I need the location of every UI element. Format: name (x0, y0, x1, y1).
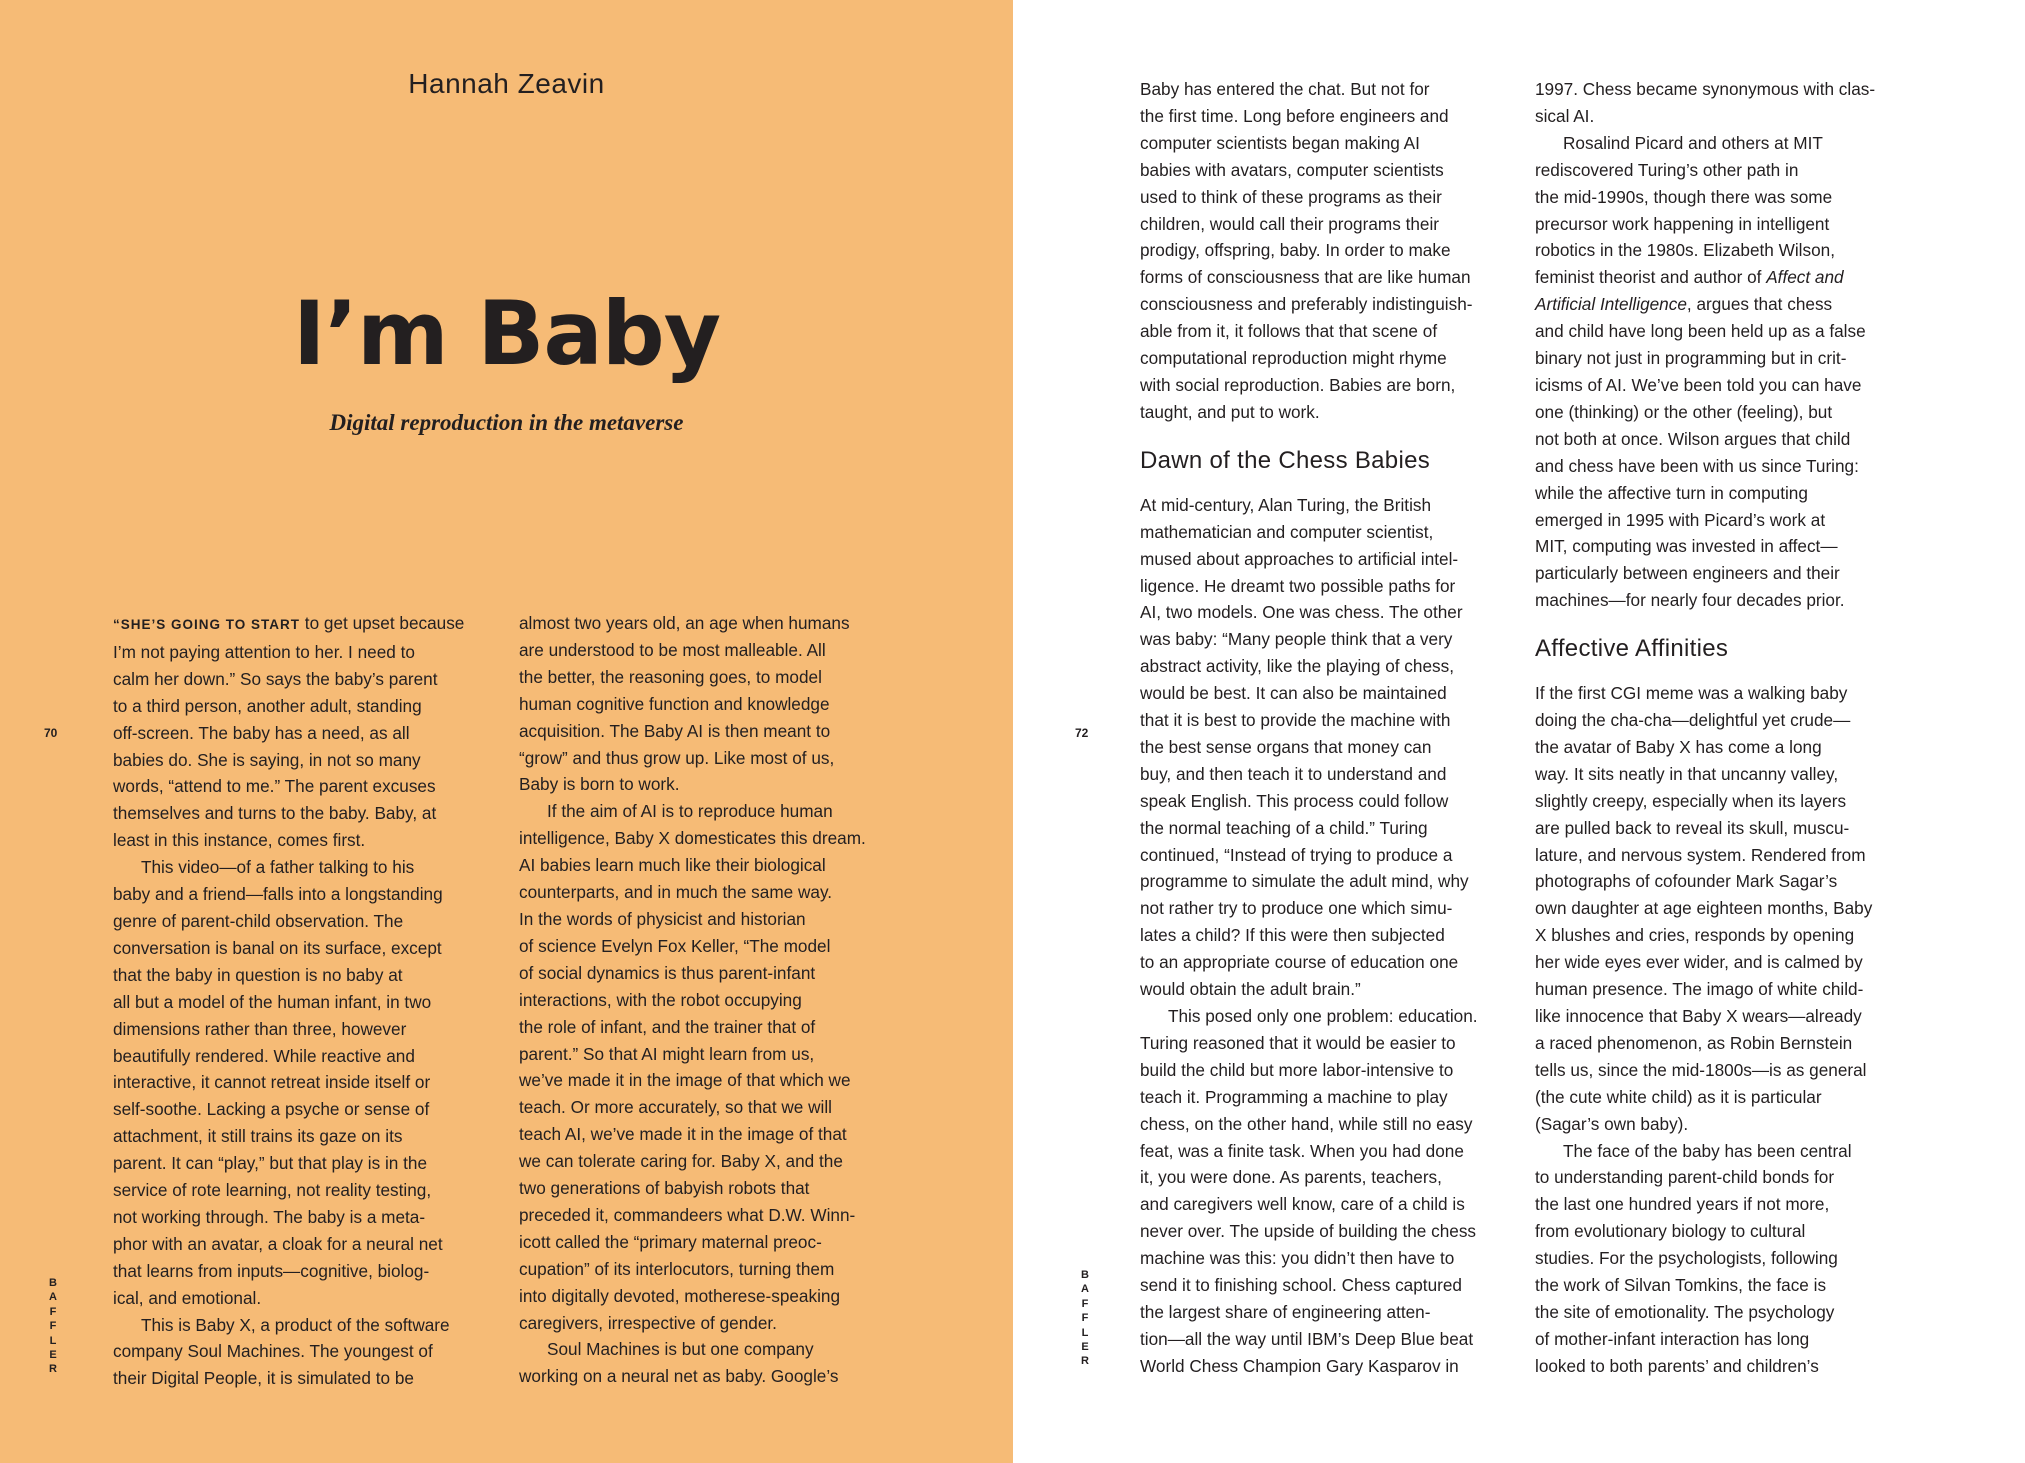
body-line: and caregivers well know, care of a child is (1140, 1194, 1465, 1215)
baffler-letter: F (49, 1320, 57, 1333)
baffler-letter: A (1081, 1283, 1089, 1296)
body-line: This posed only one problem: education. (1168, 1006, 1478, 1026)
body-line: (Sagar’s own baby). (1535, 1113, 1689, 1134)
body-line: precursor work happening in intelligent (1535, 213, 1830, 234)
body-line: interactions, with the robot occupying (519, 989, 802, 1010)
baffler-letter: F (1081, 1312, 1089, 1325)
body-line: I’m not paying attention to her. I need to (113, 641, 415, 662)
page-number-right: 72 (1075, 726, 1089, 740)
body-line: able from it, it follows that that scene of (1140, 321, 1438, 342)
body-line: self-soothe. Lacking a psyche or sense of (113, 1099, 430, 1120)
body-line: At mid-century, Alan Turing, the British (1140, 494, 1432, 515)
body-line: two generations of babyish robots that (519, 1178, 810, 1199)
body-line: way. It sits neatly in that uncanny valley, (1535, 763, 1839, 784)
body-line: not rather try to produce one which simu- (1140, 898, 1453, 919)
body-line: continued, “Instead of trying to produce a (1140, 844, 1453, 865)
body-line: X blushes and cries, responds by opening (1535, 925, 1855, 946)
body-line: slightly creepy, especially when its layers (1535, 790, 1847, 811)
body-line: that learns from inputs—cognitive, biolog- (113, 1260, 430, 1281)
body-line: This video—of a father talking to his (141, 857, 415, 878)
body-line: the role of infant, and the trainer that of (519, 1016, 816, 1037)
body-line: babies with avatars, computer scientists (1140, 159, 1444, 180)
body-line: own daughter at age eighteen months, Baby (1535, 898, 1873, 919)
body-line: If the aim of AI is to reproduce human (547, 801, 833, 822)
body-line: tion—all the way until IBM’s Deep Blue beat (1140, 1328, 1474, 1349)
body-line: parent.” So that AI might learn from us, (519, 1043, 815, 1064)
body-text: feminist theorist and author of (1535, 267, 1767, 288)
body-line: photographs of cofounder Mark Sagar’s (1535, 871, 1838, 892)
body-line: the mid-1990s, though there was some (1535, 186, 1833, 207)
body-line: Baby is born to work. (519, 774, 680, 795)
body-line: human cognitive function and knowledge (519, 693, 830, 714)
body-line: consciousness and preferably indistinguish- (1140, 294, 1473, 315)
body-line: build the child but more labor-intensive to (1140, 1059, 1454, 1080)
body-line: genre of parent-child observation. The (113, 910, 404, 931)
body-line: computational reproduction might rhyme (1140, 348, 1447, 369)
body-line: of science Evelyn Fox Keller, “The model (519, 935, 831, 956)
article-title: I’m Baby (292, 282, 721, 385)
body-line: mused about approaches to artificial intel- (1140, 548, 1459, 569)
body-line (113, 610, 464, 639)
body-line: “grow” and thus grow up. Like most of us, (519, 747, 835, 768)
body-line: This is Baby X, a product of the software (141, 1314, 450, 1335)
body-line: the normal teaching of a child.” Turing (1140, 817, 1428, 838)
body-line: parent. It can “play,” but that play is in the (113, 1153, 427, 1174)
body-line: we can tolerate caring for. Baby X, and the (519, 1151, 843, 1172)
body-line: lates a child? If this were then subjected (1140, 925, 1445, 946)
body-line: working on a neural net as baby. Google’s (519, 1366, 839, 1387)
body-line: baby and a friend—falls into a longstanding (113, 884, 443, 905)
body-line: that it is best to provide the machine with (1140, 710, 1451, 731)
body-line: conversation is banal on its surface, except (113, 937, 442, 958)
body-line: (the cute white child) as it is particular (1535, 1086, 1822, 1107)
baffler-letter: F (1081, 1297, 1089, 1310)
body-line: robotics in the 1980s. Elizabeth Wilson, (1535, 240, 1835, 261)
body-line: that the baby in question is no baby at (113, 964, 403, 985)
body-line: Turing reasoned that it would be easier to (1140, 1032, 1456, 1053)
body-line: looked to both parents’ and children’s (1535, 1355, 1819, 1376)
body-line: forms of consciousness that are like human (1140, 267, 1471, 288)
baffler-letter: B (49, 1277, 57, 1289)
body-line: attachment, it still trains its gaze on its (113, 1126, 403, 1147)
body-line: beautifully rendered. While reactive and (113, 1045, 415, 1066)
body-line (1535, 291, 1875, 318)
baffler-mark-left (46, 1276, 60, 1377)
body-line: with social reproduction. Babies are born, (1140, 374, 1456, 395)
body-line: emerged in 1995 with Picard’s work at (1535, 509, 1826, 530)
body-line: and chess have been with us since Turing: (1535, 455, 1859, 476)
body-line: children, would call their programs their (1140, 213, 1440, 234)
baffler-letter: E (1081, 1341, 1089, 1354)
body-line: are pulled back to reveal its skull, muscu- (1535, 817, 1850, 838)
body-line: preceded it, commandeers what D.W. Winn- (519, 1204, 856, 1225)
body-line: The face of the baby has been central (1563, 1140, 1852, 1161)
body-line: speak English. This process could follow (1140, 790, 1449, 811)
body-line: teach it. Programming a machine to play (1140, 1086, 1448, 1107)
body-line: to a third person, another adult, standing (113, 695, 422, 716)
body-line: intelligence, Baby X domesticates this dream. (519, 828, 866, 849)
baffler-letter: A (49, 1291, 57, 1304)
body-line: binary not just in programming but in crit- (1535, 348, 1847, 369)
body-line: company Soul Machines. The youngest of (113, 1341, 433, 1362)
body-line: was baby: “Many people think that a very (1140, 629, 1453, 650)
body-line: all but a model of the human infant, in two (113, 991, 432, 1012)
body-line: words, “attend to me.” The parent excuses (113, 776, 436, 797)
section-heading-affective: Affective Affinities (1535, 635, 1729, 663)
body-line: used to think of these programs as their (1140, 186, 1442, 207)
body-line: like innocence that Baby X wears—already (1535, 1006, 1862, 1026)
body-line (1535, 264, 1875, 291)
body-line: interactive, it cannot retreat inside itself or (113, 1072, 431, 1093)
body-line: service of rote learning, not reality testing, (113, 1180, 432, 1201)
body-line: and child have long been held up as a false (1535, 321, 1866, 342)
body-line: the avatar of Baby X has come a long (1535, 736, 1822, 757)
book-title-italic: Artificial Intelligence (1535, 294, 1687, 315)
body-line: dimensions rather than three, however (113, 1018, 407, 1039)
body-line: the better, the reasoning goes, to model (519, 666, 822, 687)
body-line: Baby has entered the chat. But not for (1140, 79, 1430, 99)
body-line: chess, on the other hand, while still no easy (1140, 1113, 1473, 1134)
right-column-2 (1535, 76, 1875, 1380)
body-line: machine was this: you didn’t then have to (1140, 1248, 1455, 1269)
body-line: of mother-infant interaction has long (1535, 1328, 1810, 1349)
body-line: into digitally devoted, motherese-speaking (519, 1285, 841, 1306)
baffler-mark-right (1078, 1268, 1092, 1369)
body-line: machines—for nearly four decades prior. (1535, 590, 1845, 611)
right-column-1 (1140, 76, 1478, 1380)
body-line: programme to simulate the adult mind, why (1140, 871, 1469, 892)
body-line: teach AI, we’ve made it in the image of that (519, 1124, 847, 1145)
body-line: the largest share of engineering atten- (1140, 1301, 1431, 1322)
body-line: ical, and emotional. (113, 1287, 262, 1308)
body-line: studies. For the psychologists, following (1535, 1248, 1838, 1269)
body-line: the work of Silvan Tomkins, the face is (1535, 1275, 1827, 1296)
body-line: not working through. The baby is a meta- (113, 1206, 426, 1227)
body-line: are understood to be most malleable. All (519, 639, 826, 660)
body-line: human presence. The imago of white child- (1535, 979, 1864, 1000)
body-line: off-screen. The baby has a need, as all (113, 722, 410, 743)
right-page (1013, 0, 2025, 1463)
baffler-letter: L (49, 1334, 57, 1347)
body-line: AI, two models. One was chess. The other (1140, 602, 1463, 623)
body-line: buy, and then teach it to understand and (1140, 763, 1447, 784)
body-line: taught, and put to work. (1140, 401, 1320, 422)
body-line: computer scientists began making AI (1140, 132, 1420, 153)
body-line: the best sense organs that money can (1140, 736, 1432, 757)
body-line: In the words of physicist and historian (519, 908, 806, 929)
body-line: of social dynamics is thus parent-infant (519, 962, 816, 983)
body-line: babies do. She is saying, in not so many (113, 749, 421, 770)
body-line: would obtain the adult brain.” (1140, 979, 1361, 1000)
author-name: Hannah Zeavin (408, 68, 605, 99)
body-line: to understanding parent-child bonds for (1535, 1167, 1835, 1188)
body-line: least in this instance, comes first. (113, 830, 366, 851)
body-line: Soul Machines is but one company (547, 1339, 814, 1360)
body-line: the first time. Long before engineers and (1140, 105, 1449, 126)
body-line: caregivers, irrespective of gender. (519, 1312, 777, 1333)
baffler-letter: L (1081, 1326, 1089, 1339)
body-line: lature, and nervous system. Rendered from (1535, 844, 1866, 865)
body-line: not both at once. Wilson argues that child (1535, 428, 1851, 449)
baffler-letter: E (49, 1349, 57, 1362)
body-line: a raced phenomenon, as Robin Bernstein (1535, 1032, 1853, 1053)
body-line: MIT, computing was invested in affect— (1535, 536, 1838, 557)
body-line: phor with an avatar, a cloak for a neural net (113, 1233, 443, 1254)
body-line: AI babies learn much like their biological (519, 855, 826, 876)
baffler-letter: B (1081, 1269, 1089, 1281)
book-title-italic: Affect and (1766, 267, 1844, 288)
body-line: prodigy, offspring, baby. In order to make (1140, 240, 1451, 261)
body-line: acquisition. The Baby AI is then meant to (519, 720, 831, 741)
body-line: doing the cha-cha—delightful yet crude— (1535, 710, 1851, 731)
lead-in-smallcaps: “SHE’S GOING TO START (113, 617, 301, 632)
body-line: mathematician and computer scientist, (1140, 521, 1434, 542)
body-line: it, you were done. As parents, teachers, (1140, 1167, 1442, 1188)
body-line: particularly between engineers and their (1535, 563, 1840, 584)
left-column-2 (519, 610, 866, 1390)
body-line: one (thinking) or the other (feeling), but (1535, 401, 1833, 422)
body-line: sical AI. (1535, 105, 1595, 126)
body-line: while the affective turn in computing (1535, 482, 1808, 503)
body-line: If the first CGI meme was a walking baby (1535, 683, 1848, 704)
body-line: to an appropriate course of education one (1140, 952, 1459, 973)
baffler-letter: R (49, 1363, 57, 1376)
body-line: their Digital People, it is simulated to be (113, 1368, 414, 1389)
body-line: tells us, since the mid-1800s—is as general (1535, 1059, 1867, 1080)
page-number-left: 70 (44, 726, 58, 740)
left-column-1 (113, 610, 464, 1392)
body-line: rediscovered Turing’s other path in (1535, 159, 1799, 180)
body-line: the last one hundred years if not more, (1535, 1194, 1830, 1215)
body-line: the site of emotionality. The psychology (1535, 1301, 1835, 1322)
body-line: teach. Or more accurately, so that we will (519, 1097, 832, 1118)
body-line: icott called the “primary maternal preoc- (519, 1231, 822, 1252)
body-text: to get upset because (300, 613, 465, 633)
body-line: feat, was a finite task. When you had done (1140, 1140, 1464, 1161)
body-line: her wide eyes ever wider, and is calmed by (1535, 952, 1863, 973)
body-line: almost two years old, an age when humans (519, 613, 850, 633)
body-line: never over. The upside of building the chess (1140, 1221, 1477, 1242)
body-text: , argues that chess (1686, 294, 1833, 315)
body-line: send it to finishing school. Chess captured (1140, 1275, 1462, 1296)
body-line: 1997. Chess became synonymous with clas- (1535, 79, 1876, 99)
body-line: World Chess Champion Gary Kasparov in (1140, 1355, 1459, 1376)
body-line: icisms of AI. We’ve been told you can have (1535, 374, 1862, 395)
article-subtitle: Digital reproduction in the metaverse (329, 410, 684, 435)
body-line: counterparts, and in much the same way. (519, 882, 833, 903)
baffler-letter: R (1081, 1355, 1089, 1368)
body-line: abstract activity, like the playing of chess, (1140, 656, 1454, 677)
body-line: from evolutionary biology to cultural (1535, 1221, 1806, 1242)
body-line: calm her down.” So says the baby’s parent (113, 668, 438, 689)
body-line: would be best. It can also be maintained (1140, 683, 1447, 704)
body-line: we’ve made it in the image of that which we (519, 1070, 851, 1091)
body-line: themselves and turns to the baby. Baby, at (113, 803, 437, 824)
section-heading-chess: Dawn of the Chess Babies (1140, 446, 1431, 474)
body-line: cupation” of its interlocutors, turning them (519, 1258, 835, 1279)
baffler-letter: F (49, 1305, 57, 1318)
body-line: ligence. He dreamt two possible paths for (1140, 575, 1456, 596)
body-line: Rosalind Picard and others at MIT (1563, 132, 1823, 153)
